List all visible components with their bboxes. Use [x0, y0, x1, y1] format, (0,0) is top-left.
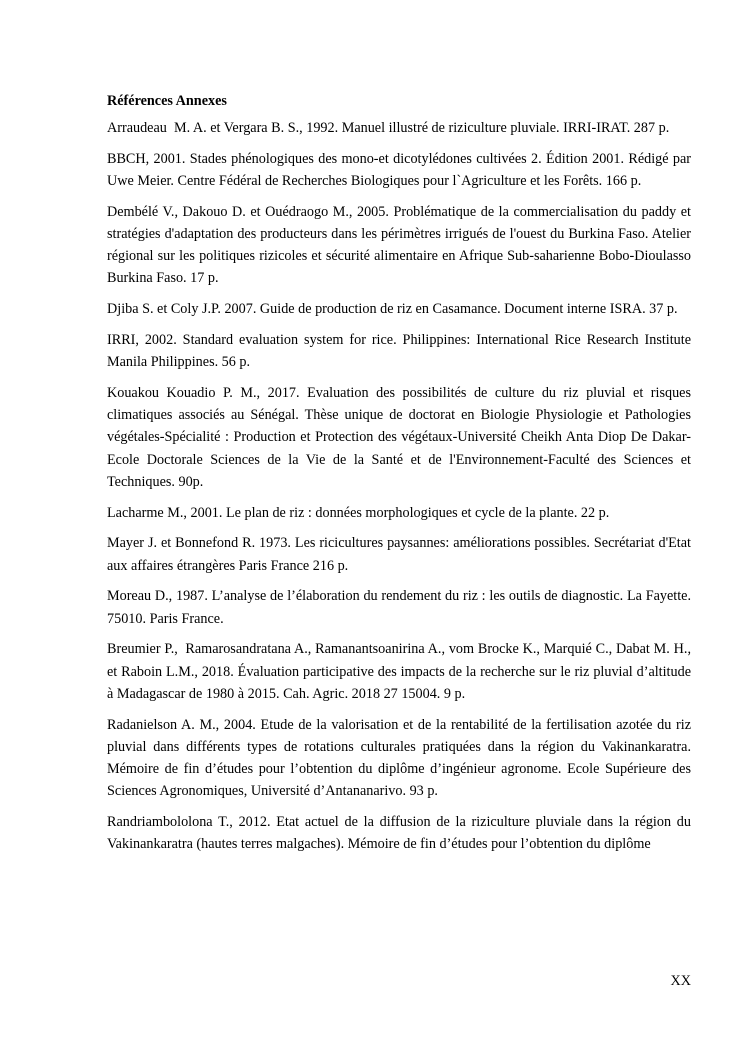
reference-entry: Radanielson A. M., 2004. Etude de la valorisation et de la rentabilité de la fertilisation azotée du riz pluvial dans différents types de rotations culturales pratiquées dans la région du Vakinankaratra. Mémoire de fin d’études pour l’obtention du diplôme d’ingénieur agronome. Ecole Supérieure des Sciences Agronomiques, Université d’Antananarivo. 93 p. [107, 716, 695, 800]
reference-entry: Moreau D., 1987. L’analyse de l’élaboration du rendement du riz : les outils de diagnostic. La Fayette. 75010. Paris France. [107, 588, 695, 627]
reference-entry: Kouakou Kouadio P. M., 2017. Evaluation des possibilités de culture du riz pluvial et risques climatiques associés au Sénégal. Thèse unique de doctorat en Biologie Physiologie et Pathologies végétales-Spécialité : Production et Protection des végétaux-Université Cheikh Anta Diop De Dakar-Ecole Doctorale Sciences de la Vie de la Santé et de l'Environnement-Faculté des Sciences et Techniques. 90p. [107, 385, 695, 490]
reference-entry: Randriambololona T., 2012. Etat actuel de la diffusion de la riziculture pluviale dans la région du Vakinankaratra (hautes terres malgaches). Mémoire de fin d’études pour l’obtention du diplôme [107, 814, 695, 853]
document-page [107, 93, 695, 864]
reference-entry: Mayer J. et Bonnefond R. 1973. Les ricicultures paysannes: améliorations possibles. Secrétariat d'Etat aux affaires étrangères Paris France 216 p. [107, 535, 695, 574]
reference-entry: BBCH, 2001. Stades phénologiques des mono-et dicotylédones cultivées 2. Édition 2001. Rédigé par Uwe Meier. Centre Fédéral de Recherches Biologiques pour l`Agriculture et les Forêts. 166 p. [107, 150, 695, 189]
page-number: XX [670, 973, 691, 989]
reference-entry: Breumier P., Ramarosandratana A., Ramanantsoanirina A., vom Brocke K., Marquié C., Dabat M. H., et Raboin L.M., 2018. Évaluation participative des impacts de la recherche sur le riz pluvial d’altitude à Madagascar de 1980 à 2015. Cah. Agric. 2018 27 15004. 9 p. [107, 641, 695, 702]
reference-entry: Djiba S. et Coly J.P. 2007. Guide de production de riz en Casamance. Document interne ISRA. 37 p. [107, 301, 678, 318]
section-heading: Références Annexes [107, 93, 227, 109]
reference-entry: Lacharme M., 2001. Le plan de riz : données morphologiques et cycle de la plante. 22 p. [107, 504, 610, 521]
reference-entry: Dembélé V., Dakouo D. et Ouédraogo M., 2005. Problématique de la commercialisation du paddy et stratégies d'adaptation des producteurs dans les périmètres irrigués de l'ouest du Burkina Faso. Atelier régional sur les politiques rizicoles et sécurité alimentaire en Afrique Sub-saharienne Bobo-Dioulasso Burkina Faso. 17 p. [107, 203, 695, 287]
reference-entry: Arraudeau M. A. et Vergara B. S., 1992. Manuel illustré de riziculture pluviale. IRRI-IRAT. 287 p. [107, 120, 670, 136]
reference-entry: IRRI, 2002. Standard evaluation system for rice. Philippines: International Rice Research Institute Manila Philippines. 56 p. [107, 332, 695, 371]
